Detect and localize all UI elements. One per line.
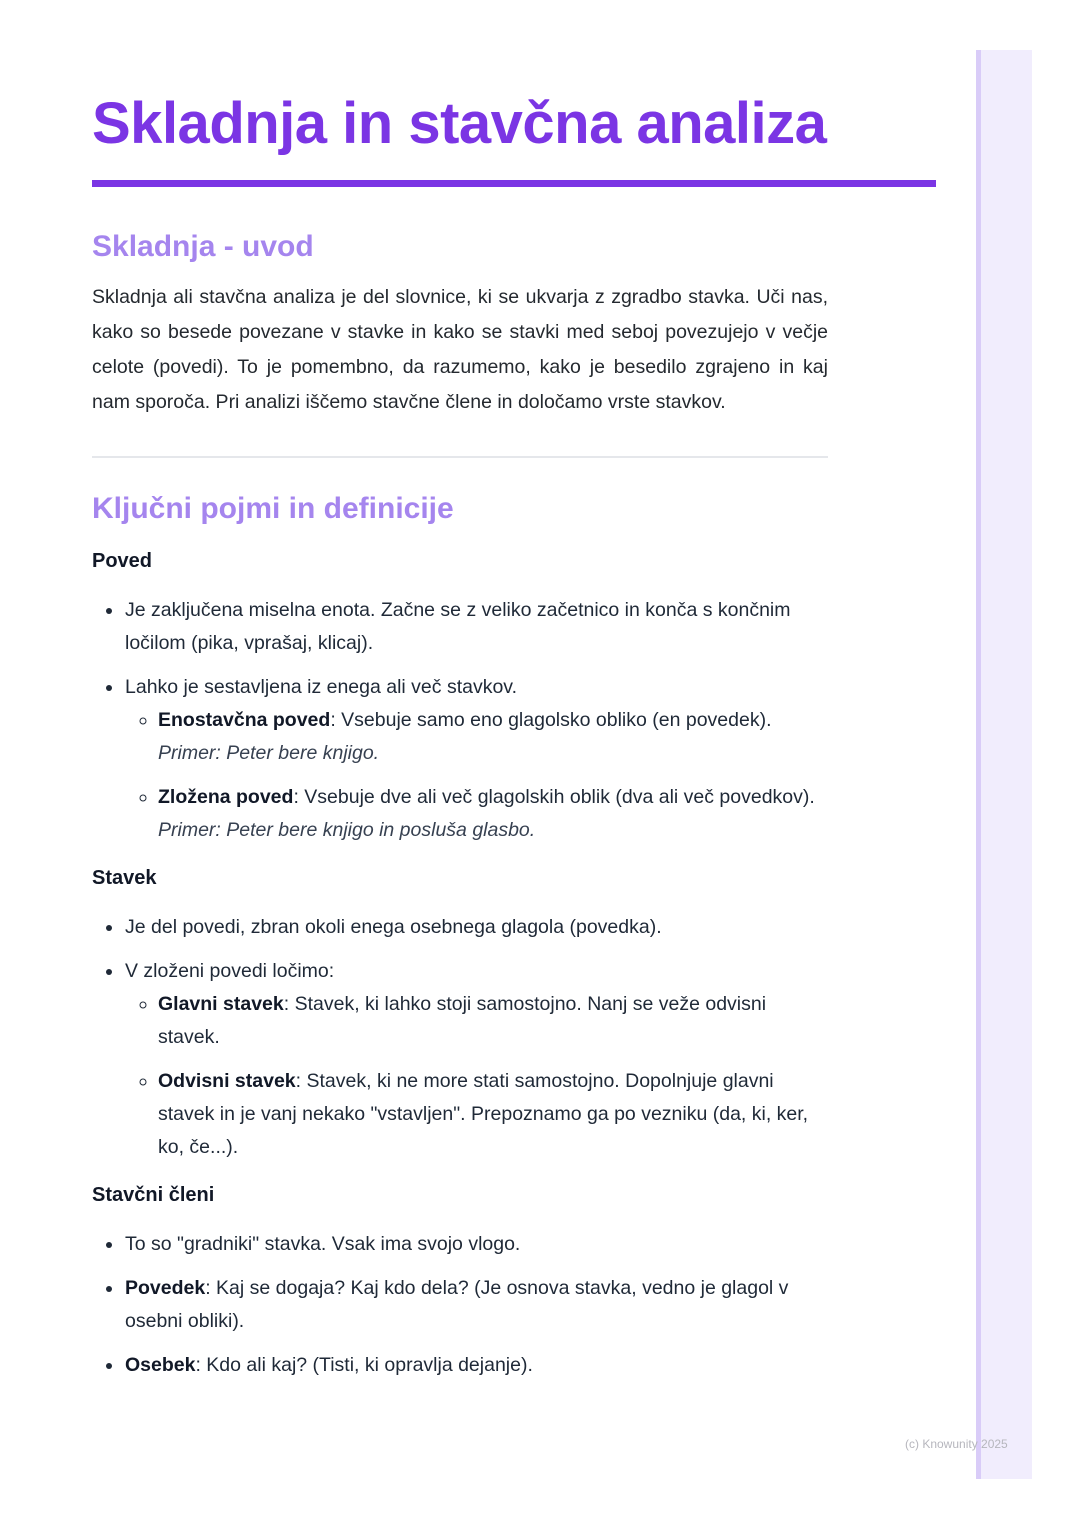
intro-paragraph: Skladnja ali stavčna analiza je del slovnice, ki se ukvarja z zgradbo stavka. Uči nas, kako so besede povezane v stavke in kako se stavki med seboj povezujejo v večje celote (povedi). To je pomembno, da razumemo, kako je besedilo zgrajeno in kaj nam sporoča. Pri analizi iščemo stavčne člene in določamo vrste stavkov. xyxy=(92,286,828,413)
term: Odvisni stavek xyxy=(158,1070,296,1092)
cleni-list xyxy=(92,1228,828,1382)
list-item: ◦ Glavni stavek: Stavek, ki lahko stoji samostojno. Nanj se veže odvisni stavek. xyxy=(158,988,828,1054)
list-item: • Je del povedi, zbran okoli enega osebnega glagola (povedka). xyxy=(124,911,828,944)
page-title: Skladnja in stavčna analiza xyxy=(92,91,827,156)
section-heading-intro: Skladnja - uvod xyxy=(92,230,314,263)
term: Zložena poved xyxy=(158,786,294,808)
list-item: ◦ Odvisni stavek: Stavek, ki ne more stati samostojno. Dopolnjuje glavni stavek in je vanj nekako "vstavljen". Prepoznamo ga po vezniku (da, ki, ker, ko, če...). xyxy=(158,1065,828,1164)
section-heading-concepts: Ključni pojmi in definicije xyxy=(92,492,454,525)
term: Osebek xyxy=(125,1354,196,1376)
content xyxy=(92,226,828,1393)
term: Enostavčna poved xyxy=(158,709,331,731)
stavek-sublist xyxy=(125,988,828,1164)
section-divider xyxy=(92,456,828,458)
list-item: • Lahko je sestavljena iz enega ali več stavkov. ◦ Enostavčna poved: Vsebuje samo eno glagolsko obliko (en povedek). Primer: Peter bere knjigo. ◦ Zložena poved: Vsebuje dve ali več glagolskih oblik (dva ali več povedkov). Primer: Peter bere knjigo in posluša glasbo. xyxy=(124,671,828,847)
list-item: ◦ Zložena poved: Vsebuje dve ali več glagolskih oblik (dva ali več povedkov). Primer: Peter bere knjigo in posluša glasbo. xyxy=(158,781,828,847)
list-item: • Je zaključena miselna enota. Začne se z veliko začetnico in konča s končnim ločilom (pika, vprašaj, klicaj). xyxy=(124,594,828,660)
example: Primer: Peter bere knjigo in posluša glasbo. xyxy=(158,819,536,841)
example: Primer: Peter bere knjigo. xyxy=(158,742,380,764)
subheading-poved: Poved xyxy=(92,550,153,572)
sidebar-strip xyxy=(976,50,1032,1479)
term: Glavni stavek xyxy=(158,993,284,1015)
term: Povedek xyxy=(125,1277,206,1299)
subheading-stavcni-cleni: Stavčni členi xyxy=(92,1184,215,1206)
list-item: • V zloženi povedi ločimo: ◦ Glavni stavek: Stavek, ki lahko stoji samostojno. Nanj se veže odvisni stavek. ◦ Odvisni stavek: Stavek, ki ne more stati samostojno. Dopolnjuje glavni stavek in je vanj nekako "vstavljen". Prepoznamo ga po vezniku (da, ki, ker, ko, če...). xyxy=(124,955,828,1164)
stavek-list xyxy=(92,911,828,1164)
poved-sublist xyxy=(125,704,828,847)
list-item: • Osebek: Kdo ali kaj? (Tisti, ki opravlja dejanje). xyxy=(124,1349,828,1382)
title-underline xyxy=(92,180,936,187)
subheading-stavek: Stavek xyxy=(92,867,157,889)
copyright-footer: (c) Knowunity 2025 xyxy=(905,1437,1008,1451)
list-item: • Povedek: Kaj se dogaja? Kaj kdo dela? (Je osnova stavka, vedno je glagol v osebni obliki). xyxy=(124,1272,828,1338)
list-item: • To so "gradniki" stavka. Vsak ima svojo vlogo. xyxy=(124,1228,828,1261)
list-item: ◦ Enostavčna poved: Vsebuje samo eno glagolsko obliko (en povedek). Primer: Peter bere knjigo. xyxy=(158,704,828,770)
poved-list xyxy=(92,594,828,847)
